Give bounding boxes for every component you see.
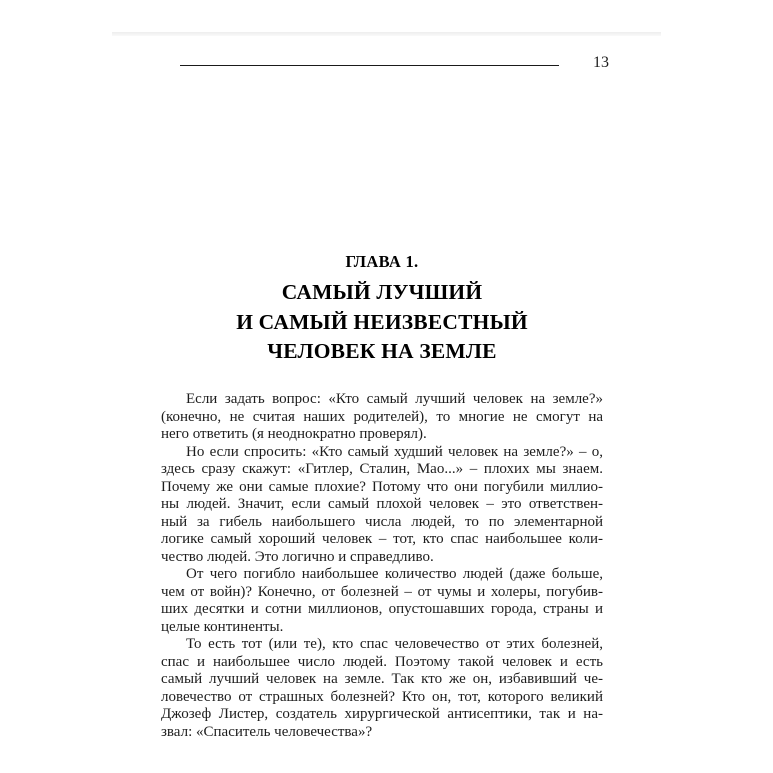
body-text-line: логике самый хороший человек – тот, кто спас наибольшее коли- xyxy=(161,531,603,547)
body-text-line: самый лучший человек на земле. Так кто же он, избавивший че- xyxy=(161,671,603,687)
body-text-line: чество людей. Это логично и справедливо. xyxy=(161,548,434,565)
body-text-line: (конечно, не считая наших родителей), то многие не смогут на xyxy=(161,408,603,425)
chapter-title-line: САМЫЙ ЛУЧШИЙ xyxy=(281,280,483,304)
body-text xyxy=(161,391,603,741)
chapter-title-line: ЧЕЛОВЕК НА ЗЕМЛЕ xyxy=(267,339,497,363)
previous-page-edge-shadow xyxy=(112,32,661,36)
body-text-line: ны людей. Значит, если самый плохой человек – это ответствен- xyxy=(161,496,603,512)
body-text-line: целые континенты. xyxy=(161,618,284,635)
chapter-title-line: И САМЫЙ НЕИЗВЕСТНЫЙ xyxy=(236,309,528,334)
body-text-line: Если задать вопрос: «Кто самый лучший человек на земле?» xyxy=(186,391,603,407)
body-text-line: спас и наибольшее число людей. Поэтому такой человек и есть xyxy=(161,653,603,670)
body-text-line: звал: «Спаситель человечества»? xyxy=(161,723,373,740)
running-head-rule xyxy=(180,65,559,66)
body-text-line: чем от войн)? Конечно, от болезней – от чумы и холеры, погубив- xyxy=(161,583,603,600)
body-text-line: От чего погибло наибольшее количество людей (даже больше, xyxy=(186,566,603,582)
body-text-line: То есть тот (или те), кто спас человечество от этих болезней, xyxy=(186,636,603,652)
body-text-line: ших десятки и сотни миллионов, опустошавших города, страны и xyxy=(161,601,603,617)
body-text-line: Но если спросить: «Кто самый худший человек на земле?» – о, xyxy=(186,443,603,460)
body-text-line: здесь сразу скажут: «Гитлер, Сталин, Мао...» – плохих мы знаем. xyxy=(161,461,603,477)
chapter-heading xyxy=(161,251,603,367)
body-text-line: Джозеф Листер, создатель хирургической антисептики, так и на- xyxy=(161,706,603,722)
chapter-title xyxy=(161,278,603,367)
page-number: 13 xyxy=(593,54,609,71)
body-text-line: ный за гибель наибольшего числа людей, то по элементарной xyxy=(161,513,603,530)
chapter-label: ГЛАВА 1. xyxy=(345,252,419,271)
body-text-line: Почему же они самые плохие? Потому что они погубили миллио- xyxy=(161,478,603,495)
body-text-line: него ответить (я неоднократно проверял). xyxy=(161,426,427,442)
body-text-line: ловечество от страшных болезней? Кто он, тот, которого великий xyxy=(161,688,603,705)
